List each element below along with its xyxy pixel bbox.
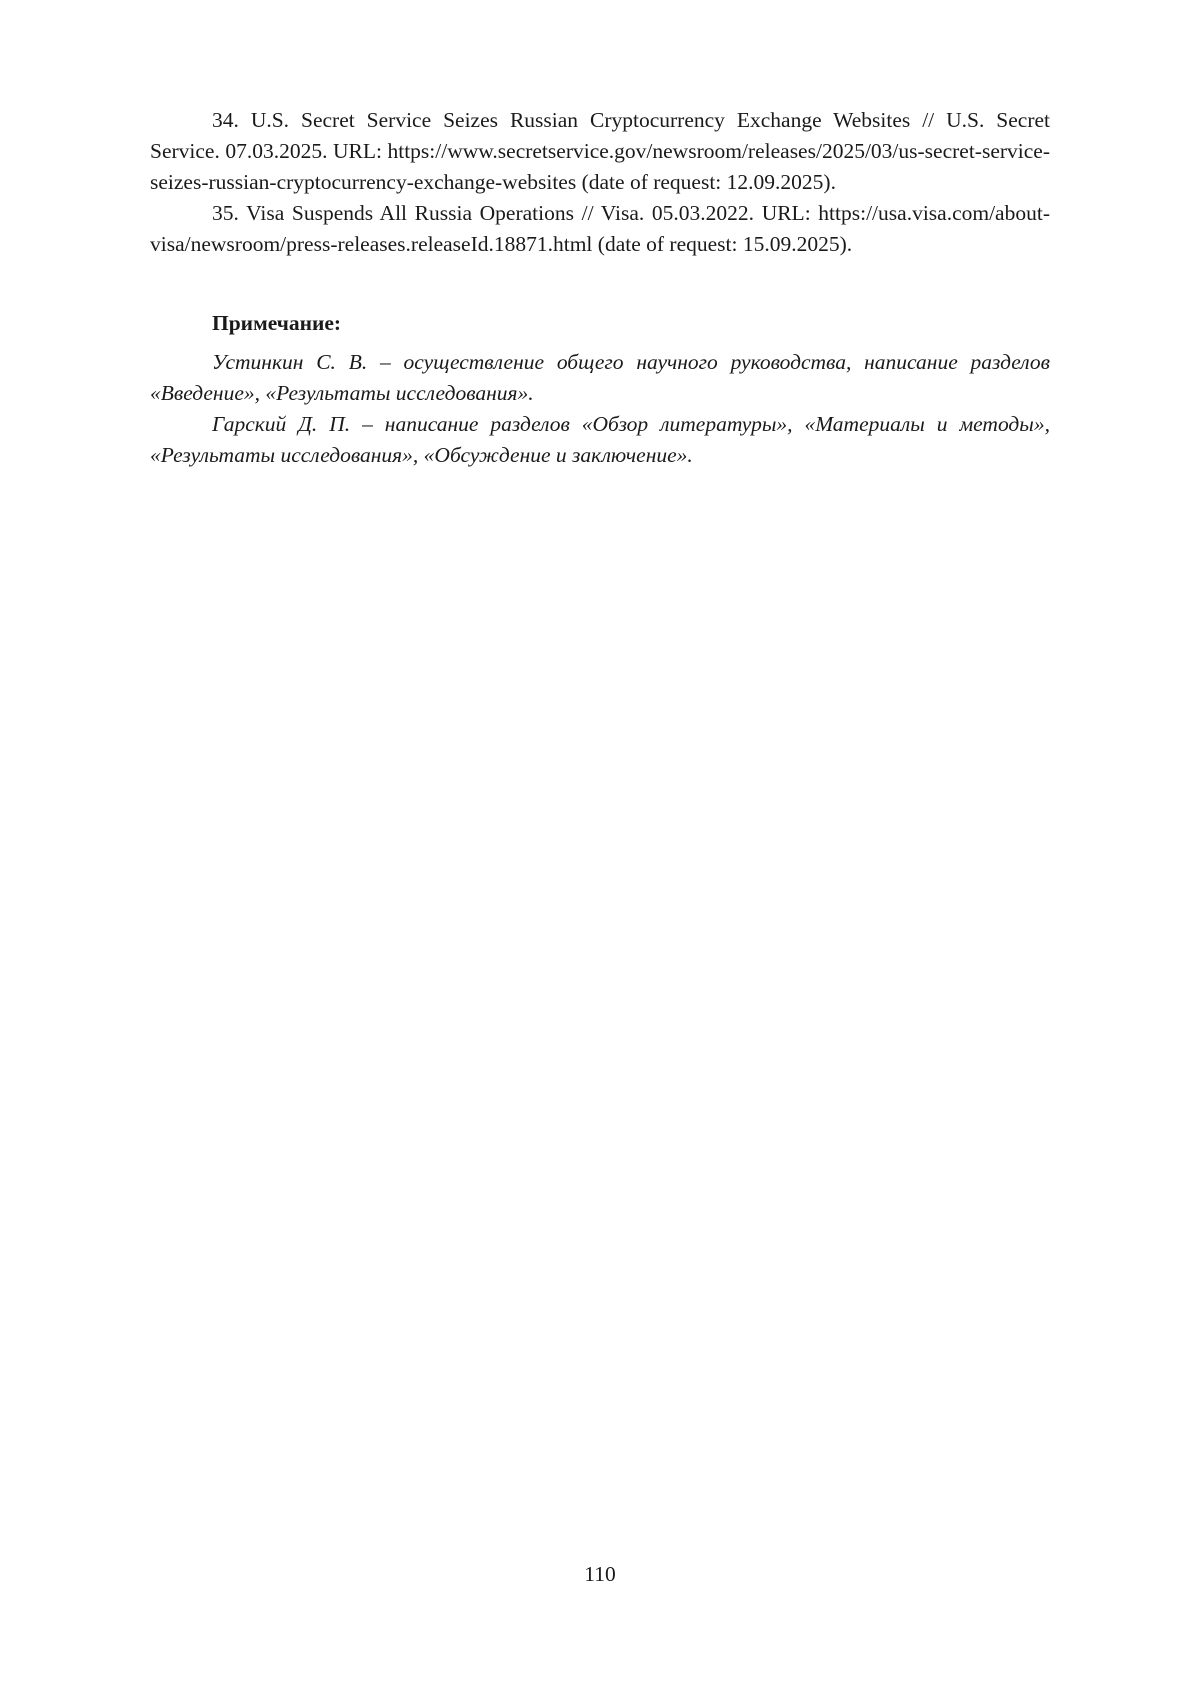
- reference-item-34: 34. U.S. Secret Service Seizes Russian Cryptocurrency Exchange Websites // U.S. Secret Service. 07.03.2025. URL: https://www.secretservice.gov/newsroom/releases/2025/03/us-secret-service-seizes-russian-cryptocurrency-exchange-websites (date of request: 12.09.2025).: [150, 108, 1050, 194]
- page-number: 110: [584, 1562, 616, 1586]
- note-heading: Примечание:: [212, 310, 342, 335]
- reference-item-35: 35. Visa Suspends All Russia Operations // Visa. 05.03.2022. URL: https://usa.visa.com/about-visa/newsroom/press-releases.releaseId.18871.html (date of request: 15.09.2025).: [150, 200, 1050, 256]
- note-paragraph-author-1: Устинкин С. В. – осуществление общего научного руководства, написание разделов «Введение», «Результаты исследования».: [150, 349, 1050, 405]
- section-spacer: [150, 260, 1050, 308]
- note-spacer: [150, 339, 1050, 347]
- note-paragraph-author-2: Гарский Д. П. – написание разделов «Обзор литературы», «Материалы и методы», «Результаты исследования», «Обсуждение и заключение».: [150, 411, 1050, 467]
- page-content: [150, 105, 1050, 471]
